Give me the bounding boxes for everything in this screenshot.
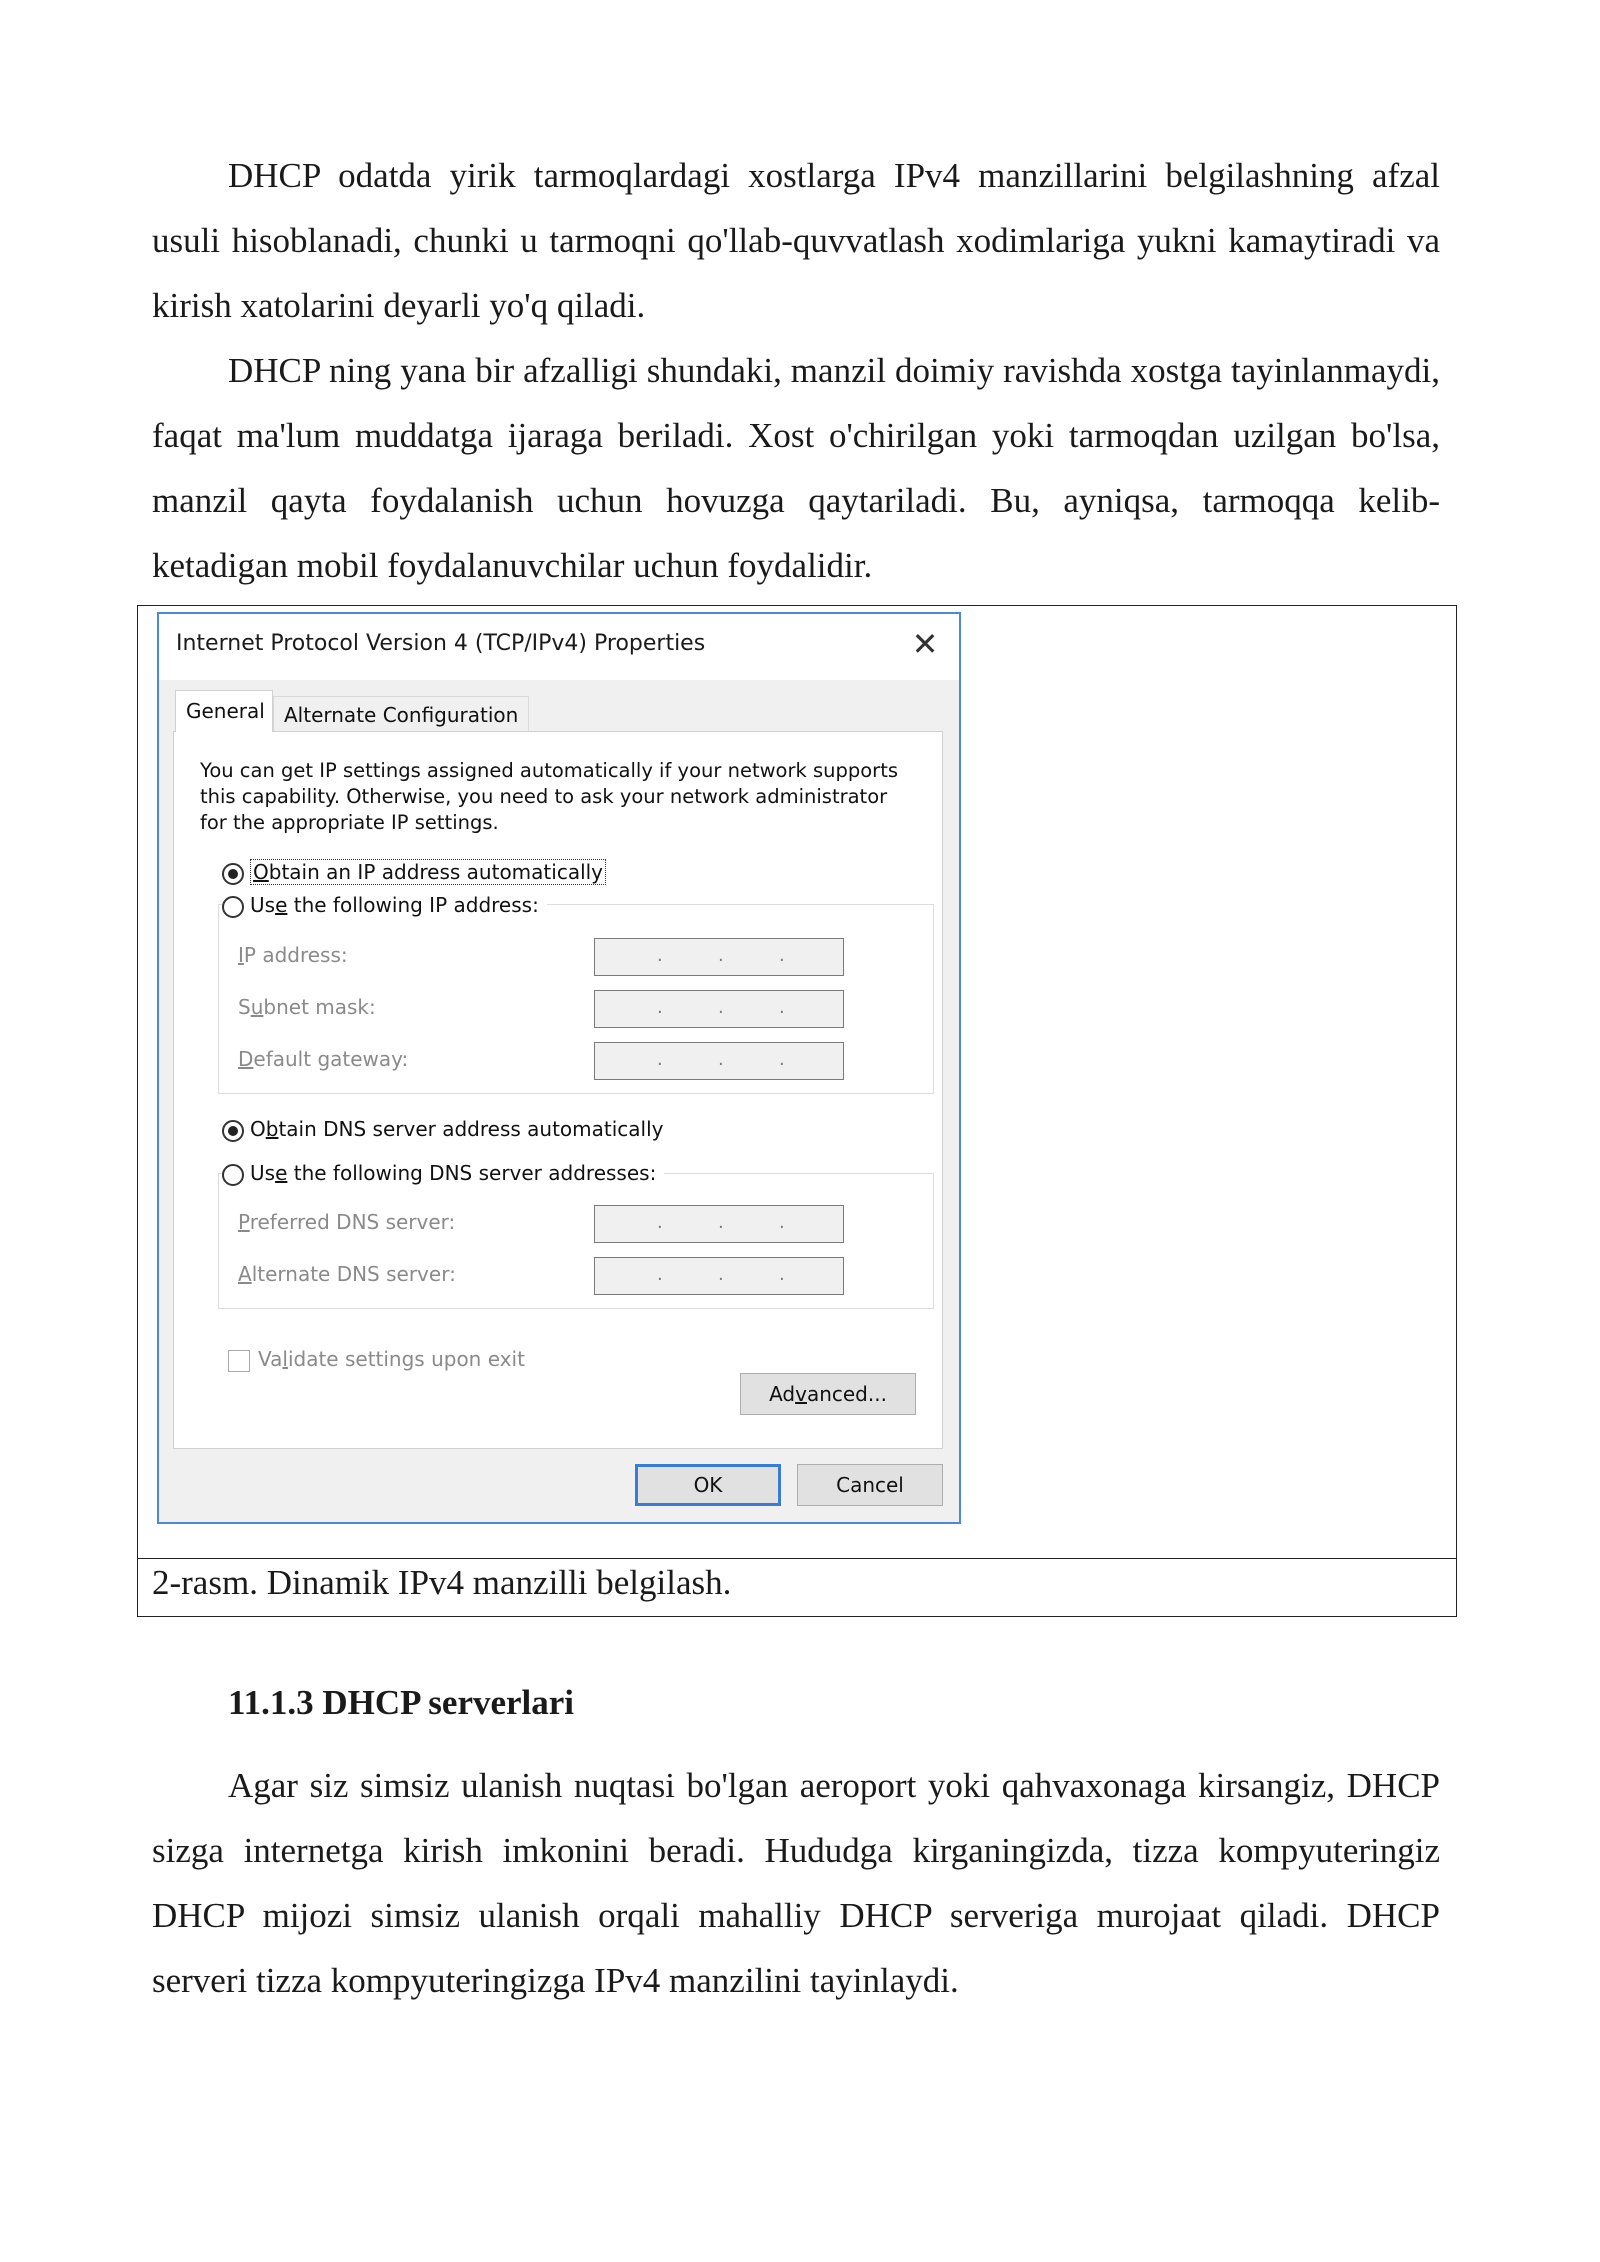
subnet-mask-label: Subnet mask: xyxy=(238,995,376,1019)
paragraph-dhcp-preferred: DHCP odatda yirik tarmoqlardagi xostlarga IPv4 manzillarini belgilashning afzal usuli hisoblanadi, chunki u tarmoqni qo'llab-quvvatlash xodimlariga yukni kamaytiradi va kirish xatolarini deyarli yo'q qiladi. xyxy=(152,156,1440,325)
section-heading: 11.1.3 DHCP serverlari xyxy=(228,1683,575,1722)
preferred-dns-input[interactable]: . . . xyxy=(594,1205,844,1243)
radio-selected-icon xyxy=(222,1120,244,1142)
alternate-dns-label: Alternate DNS server: xyxy=(238,1262,456,1286)
tab-alternate-configuration[interactable]: Alternate Configuration xyxy=(273,696,529,732)
tab-general[interactable]: General xyxy=(175,690,273,732)
paragraph-dhcp-lease: DHCP ning yana bir afzalligi shundaki, manzil doimiy ravishda xostga tayinlanmaydi, faqat ma'lum muddatga ijaraga beriladi. Xost o'chirilgan yoki tarmoqdan uzilgan bo'lsa, manzil qayta foydalanish uchun hovuzga qaytariladi. Bu, ayniqsa, tarmoqqa kelib-ketadigan mobil foydalanuvchilar uchun foydalidir. xyxy=(152,351,1440,585)
general-tab-panel xyxy=(173,731,943,1449)
ip-address-label: IP address: xyxy=(238,943,348,967)
obtain-ip-auto-radio[interactable] xyxy=(222,857,606,887)
advanced-button[interactable]: Advanced... xyxy=(740,1373,916,1415)
obtain-ip-auto-label: Obtain an IP address automatically xyxy=(250,859,606,885)
dialog-title: Internet Protocol Version 4 (TCP/IPv4) Properties xyxy=(176,631,706,656)
close-icon[interactable]: ✕ xyxy=(911,625,939,663)
figure-divider xyxy=(138,1558,1456,1559)
use-following-ip-radio[interactable]: Use the following IP address: xyxy=(222,890,547,920)
default-gateway-label: Default gateway: xyxy=(238,1047,409,1071)
use-following-dns-radio[interactable]: Use the following DNS server addresses: xyxy=(222,1158,664,1188)
subnet-mask-input[interactable]: . . . xyxy=(594,990,844,1028)
radio-unselected-icon xyxy=(222,1164,244,1186)
radio-unselected-icon xyxy=(222,896,244,918)
ok-button[interactable]: OK xyxy=(635,1464,781,1506)
default-gateway-input[interactable]: . . . xyxy=(594,1042,844,1080)
checkbox-unchecked-icon xyxy=(228,1350,250,1372)
obtain-dns-auto-radio[interactable]: Obtain DNS server address automatically xyxy=(222,1114,664,1144)
preferred-dns-label: Preferred DNS server: xyxy=(238,1210,456,1234)
alternate-dns-input[interactable]: . . . xyxy=(594,1257,844,1295)
ipv4-properties-dialog xyxy=(157,612,961,1524)
info-text: You can get IP settings assigned automatically if your network supports this capability. Otherwise, you need to ask your network administrator for the appropriate IP settings. xyxy=(200,759,899,834)
ip-address-input[interactable]: . . . xyxy=(594,938,844,976)
dialog-titlebar xyxy=(159,614,959,680)
paragraph-dhcp-servers: Agar siz simsiz ulanish nuqtasi bo'lgan aeroport yoki qahvaxonaga kirsangiz, DHCP sizga internetga kirish imkonini beradi. Hududga kirganingizda, tizza kompyuteringiz DHCP mijozi simsiz ulanish orqali mahalliy DHCP serveriga murojaat qiladi. DHCP serveri tizza kompyuteringizga IPv4 manzilini tayinlaydi. xyxy=(152,1766,1440,2000)
figure-caption: 2-rasm. Dinamik IPv4 manzilli belgilash. xyxy=(152,1563,732,1602)
validate-settings-checkbox[interactable]: Validate settings upon exit xyxy=(228,1344,525,1374)
radio-selected-icon xyxy=(222,863,244,885)
cancel-button[interactable]: Cancel xyxy=(797,1464,943,1506)
